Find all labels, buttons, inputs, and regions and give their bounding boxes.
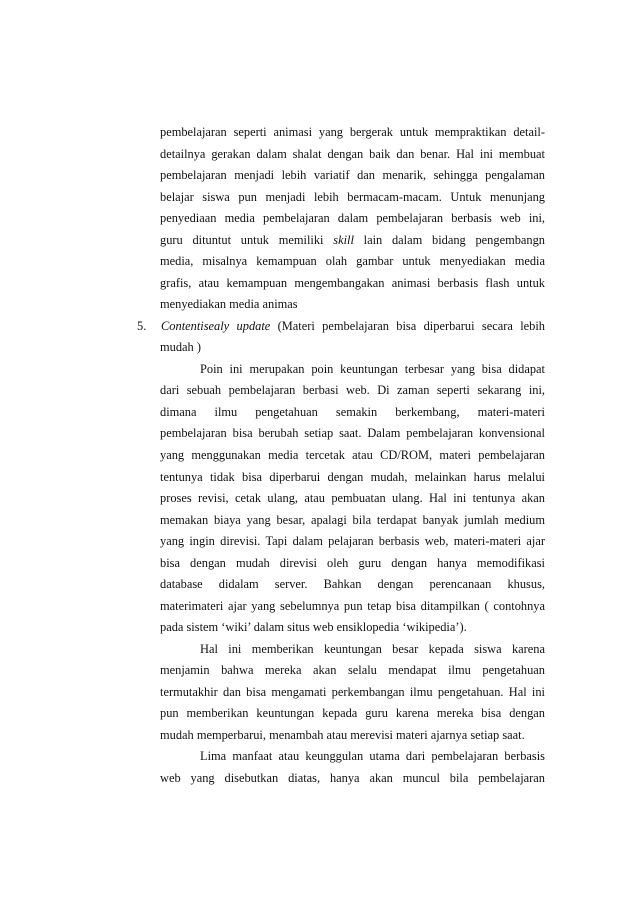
text-segment: guru dituntut untuk memiliki xyxy=(160,233,334,247)
item-title-rest: (Materi pembelajaran bisa diperbarui secara lebih xyxy=(270,319,545,333)
text-line: menyediakan media animas xyxy=(160,297,298,311)
list-item-heading xyxy=(137,318,545,334)
text-line: web yang disebutkan diatas, hanya akan muncul bila pembelajaran xyxy=(160,771,545,785)
text-line: proses revisi, cetak ulang, atau pembuatan ulang. Hal ini tentunya akan xyxy=(160,491,545,505)
text-line: materimateri ajar yang sebelumnya pun tetap bisa ditampilkan ( contohnya xyxy=(160,599,545,613)
list-number: 5. xyxy=(137,319,147,333)
italic-term: skill xyxy=(333,233,354,247)
text-line: pun memberikan keuntungan kepada guru karena mereka bisa dengan xyxy=(160,706,545,720)
text-line: detailnya gerakan dalam shalat dengan baik dan benar. Hal ini membuat xyxy=(160,147,545,161)
text-line: mudah memperbarui, menambah atau merevisi materi ajarnya setiap saat. xyxy=(160,728,525,742)
text-line: pembelajaran bisa berubah setiap saat. Dalam pembelajaran konvensional xyxy=(160,426,545,440)
text-line: dimana ilmu pengetahuan semakin berkembang, materi-materi xyxy=(160,405,545,419)
text-line xyxy=(160,232,545,248)
text-line: media, misalnya kemampuan olah gambar untuk menyediakan media xyxy=(160,254,545,268)
text-segment: lain dalam bidang pengembangn xyxy=(353,233,545,247)
text-line: memakan biaya yang besar, apalagi bila terdapat banyak jumlah medium xyxy=(160,513,545,527)
text-line: penyediaan media pembelajaran dalam pembelajaran berbasis web ini, xyxy=(160,211,545,225)
text-line: menjamin bahwa mereka akan selalu mendapat ilmu pengetahuan xyxy=(160,663,545,677)
text-line: pada sistem ‘wiki’ dalam situs web ensiklopedia ‘wikipedia’). xyxy=(160,620,467,634)
text-line: Poin ini merupakan poin keuntungan terbesar yang bisa didapat xyxy=(200,362,545,376)
text-line: yang menggunakan media tercetak atau CD/ROM, materi pembelajaran xyxy=(160,448,545,462)
text-line: pembelajaran menjadi lebih variatif dan menarik, sehingga pengalaman xyxy=(160,168,545,182)
text-line: tentunya tidak bisa diperbarui dengan mudah, melainkan harus melalui xyxy=(160,470,545,484)
text-line: grafis, atau kemampuan mengembangakan animasi berbasis flash untuk xyxy=(160,276,545,290)
text-line: Lima manfaat atau keunggulan utama dari pembelajaran berbasis xyxy=(200,749,545,763)
text-line: Hal ini memberikan keuntungan besar kepada siswa karena xyxy=(200,642,545,656)
text-line: dari sebuah pembelajaran berbasi web. Di zaman seperti sekarang ini, xyxy=(160,383,545,397)
text-line: database didalam server. Bahkan dengan perencanaan khusus, xyxy=(160,577,545,591)
text-line: bisa dengan mudah direvisi oleh guru dengan hanya memodifikasi xyxy=(160,556,545,570)
text-line: termutakhir dan bisa mengamati perkembangan ilmu pengetahuan. Hal ini xyxy=(160,685,545,699)
text-line: yang ingin direvisi. Tapi dalam pelajaran berbasis web, materi-materi ajar xyxy=(160,534,545,548)
text-line: mudah ) xyxy=(160,340,201,354)
text-line: pembelajaran seperti animasi yang bergerak untuk mempraktikan detail- xyxy=(160,125,545,139)
text-line: belajar siswa pun menjadi lebih bermacam-macam. Untuk menunjang xyxy=(160,190,545,204)
item-title-italic: Contentisealy update xyxy=(161,319,271,333)
